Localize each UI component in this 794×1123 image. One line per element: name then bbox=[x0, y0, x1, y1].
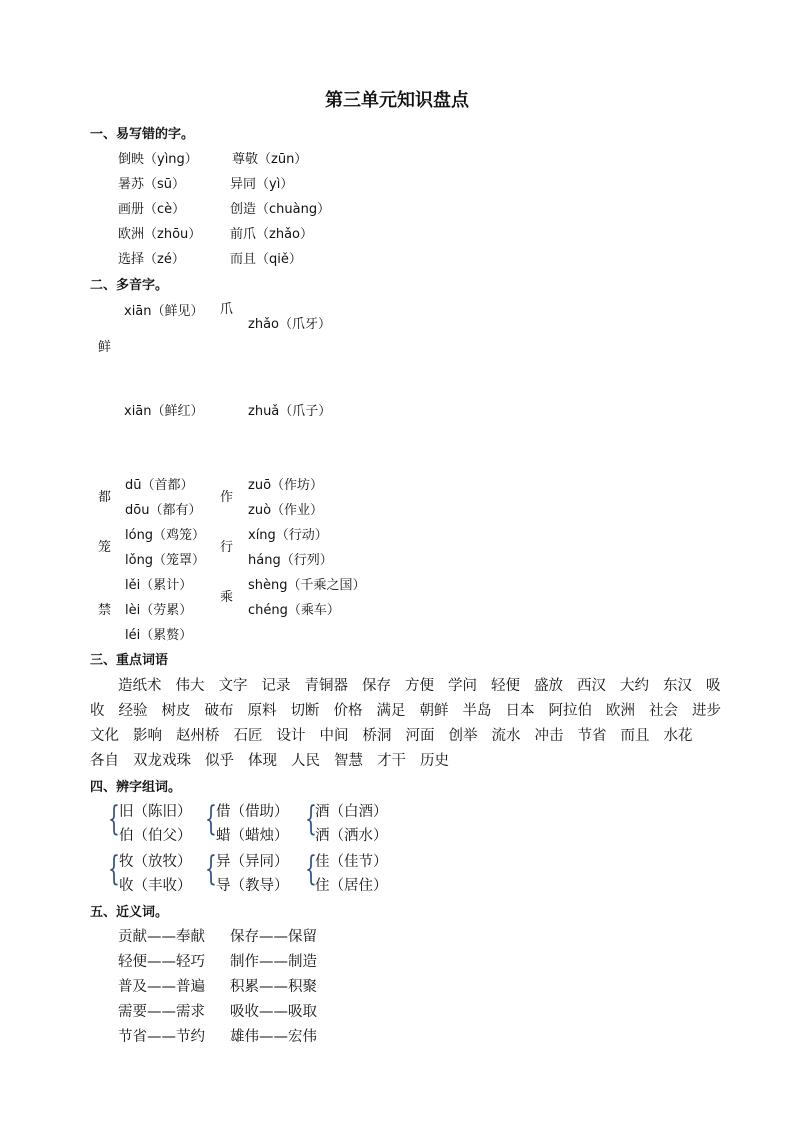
vocab-line bbox=[118, 674, 738, 695]
vocab-word: 朝鲜 bbox=[419, 703, 449, 719]
compare-char: 洒（洒水） bbox=[315, 828, 388, 844]
vocab-line bbox=[90, 749, 710, 770]
vocab-word: 大约 bbox=[620, 678, 649, 694]
vocab-word: 桥洞 bbox=[362, 728, 392, 744]
vocab-line bbox=[90, 724, 710, 745]
easy-wrong-char: 前爪（zhǎo） bbox=[230, 227, 313, 242]
polyphone-reading: léi（累赘） bbox=[125, 628, 193, 643]
vocab-word: 欧洲 bbox=[606, 703, 635, 719]
vocab-word: 节省 bbox=[577, 728, 607, 744]
synonym-pair: 保存——保留 bbox=[230, 929, 317, 945]
polyphone-char: 鲜 bbox=[98, 340, 112, 355]
polyphone-reading: xiān（鲜见） bbox=[124, 304, 204, 319]
brace-icon: { bbox=[305, 849, 317, 889]
polyphone-reading: xíng（行动） bbox=[248, 528, 328, 543]
vocab-word: 设计 bbox=[276, 728, 306, 744]
compare-char: 牧（放牧） bbox=[119, 854, 192, 870]
vocab-word: 河面 bbox=[405, 728, 435, 744]
vocab-word: 吸 bbox=[706, 678, 721, 694]
compare-char: 异（异同） bbox=[216, 854, 289, 870]
polyphone-reading: lèi（劳累） bbox=[125, 603, 193, 618]
brace-icon: { bbox=[108, 799, 120, 839]
polyphone-reading: dū（首都） bbox=[125, 478, 194, 493]
compare-char: 酒（白酒） bbox=[315, 804, 388, 820]
section-1-heading: 一、易写错的字。 bbox=[90, 127, 195, 142]
vocab-word: 体现 bbox=[248, 753, 277, 769]
synonym-pair: 普及——普遍 bbox=[118, 979, 205, 995]
vocab-word: 盛放 bbox=[534, 678, 563, 694]
vocab-line bbox=[90, 699, 721, 720]
vocab-word: 破布 bbox=[204, 703, 234, 719]
easy-wrong-char: 选择（zé） bbox=[118, 252, 185, 267]
compare-char: 导（教导） bbox=[216, 878, 289, 894]
polyphone-reading: lǒng（笼罩） bbox=[125, 553, 206, 568]
compare-char: 佳（佳节） bbox=[315, 854, 388, 870]
polyphone-char: 笼 bbox=[98, 540, 112, 555]
easy-wrong-char: 倒映（yìng） bbox=[118, 152, 198, 167]
polyphone-reading: zhǎo（爪牙） bbox=[248, 317, 331, 332]
polyphone-char: 都 bbox=[98, 490, 112, 505]
easy-wrong-char: 欧洲（zhōu） bbox=[118, 227, 202, 242]
brace-icon: { bbox=[305, 799, 317, 839]
polyphone-reading: xiān（鲜红） bbox=[124, 404, 204, 419]
easy-wrong-char: 创造（chuàng） bbox=[230, 202, 331, 217]
vocab-word: 创举 bbox=[448, 728, 478, 744]
vocab-word: 保存 bbox=[362, 678, 391, 694]
vocab-word: 轻便 bbox=[491, 678, 520, 694]
synonym-pair: 节省——节约 bbox=[118, 1029, 205, 1045]
vocab-word: 造纸术 bbox=[118, 678, 162, 694]
polyphone-char: 行 bbox=[220, 540, 234, 555]
vocab-word: 赵州桥 bbox=[176, 728, 220, 744]
brace-icon: { bbox=[205, 799, 217, 839]
vocab-word: 流水 bbox=[491, 728, 521, 744]
vocab-word: 西汉 bbox=[577, 678, 606, 694]
polyphone-reading: chéng（乘车） bbox=[248, 603, 340, 618]
vocab-word: 树皮 bbox=[161, 703, 191, 719]
easy-wrong-char: 画册（cè） bbox=[118, 202, 186, 217]
compare-char: 收（丰收） bbox=[119, 878, 192, 894]
vocab-word: 影响 bbox=[133, 728, 162, 744]
compare-char: 伯（伯父） bbox=[119, 828, 192, 844]
brace-icon: { bbox=[108, 849, 120, 889]
polyphone-char: 爪 bbox=[220, 302, 234, 317]
synonym-pair: 需要——需求 bbox=[118, 1004, 205, 1020]
vocab-word: 经验 bbox=[118, 703, 148, 719]
easy-wrong-char: 尊敬（zūn） bbox=[232, 152, 308, 167]
section-5-heading: 五、近义词。 bbox=[90, 905, 169, 920]
polyphone-reading: zuō（作坊） bbox=[248, 478, 324, 493]
easy-wrong-char: 而且（qiě） bbox=[230, 252, 302, 267]
vocab-word: 中间 bbox=[319, 728, 349, 744]
vocab-word: 价格 bbox=[333, 703, 363, 719]
vocab-word: 满足 bbox=[376, 703, 406, 719]
polyphone-char: 乘 bbox=[220, 590, 234, 605]
polyphone-reading: dōu（都有） bbox=[125, 503, 202, 518]
compare-char: 借（借助） bbox=[216, 804, 289, 820]
vocab-word: 人民 bbox=[291, 753, 320, 769]
compare-char: 住（居住） bbox=[315, 878, 388, 894]
vocab-word: 原料 bbox=[247, 703, 277, 719]
vocab-word: 历史 bbox=[420, 753, 449, 769]
vocab-word: 进步 bbox=[692, 703, 721, 719]
polyphone-char: 禁 bbox=[98, 603, 112, 618]
synonym-pair: 吸收——吸取 bbox=[230, 1004, 317, 1020]
vocab-word: 日本 bbox=[505, 703, 535, 719]
section-3-heading: 三、重点词语 bbox=[90, 653, 169, 668]
vocab-word: 各自 bbox=[90, 753, 119, 769]
synonym-pair: 制作——制造 bbox=[230, 954, 317, 970]
vocab-word: 社会 bbox=[649, 703, 678, 719]
section-2-heading: 二、多音字。 bbox=[90, 278, 169, 293]
vocab-word: 文化 bbox=[90, 728, 119, 744]
vocab-word: 收 bbox=[90, 703, 105, 719]
vocab-word: 青铜器 bbox=[304, 678, 348, 694]
polyphone-reading: zuò（作业） bbox=[248, 503, 324, 518]
vocab-word: 东汉 bbox=[663, 678, 692, 694]
polyphone-reading: háng（行列） bbox=[248, 553, 333, 568]
polyphone-reading: lóng（鸡笼） bbox=[125, 528, 206, 543]
polyphone-reading: shèng（千乘之国） bbox=[248, 578, 366, 593]
polyphone-reading: lěi（累计） bbox=[125, 578, 193, 593]
vocab-word: 记录 bbox=[261, 678, 291, 694]
vocab-word: 智慧 bbox=[334, 753, 363, 769]
polyphone-reading: zhuǎ（爪子） bbox=[248, 404, 332, 419]
brace-icon: { bbox=[205, 849, 217, 889]
vocab-word: 水花 bbox=[663, 728, 693, 744]
vocab-word: 冲击 bbox=[534, 728, 564, 744]
synonym-pair: 积累——积聚 bbox=[230, 979, 317, 995]
vocab-word: 双龙戏珠 bbox=[133, 753, 191, 769]
page-title: 第三单元知识盘点 bbox=[325, 90, 469, 111]
vocab-word: 文字 bbox=[218, 678, 248, 694]
section-4-heading: 四、辨字组词。 bbox=[90, 780, 182, 795]
vocab-word: 伟大 bbox=[175, 678, 205, 694]
vocab-word: 似乎 bbox=[205, 753, 234, 769]
easy-wrong-char: 异同（yì） bbox=[230, 177, 294, 192]
vocab-word: 方便 bbox=[405, 678, 434, 694]
vocab-word: 阿拉伯 bbox=[548, 703, 592, 719]
synonym-pair: 贡献——奉献 bbox=[118, 929, 205, 945]
vocab-word: 才干 bbox=[377, 753, 406, 769]
synonym-pair: 轻便——轻巧 bbox=[118, 954, 205, 970]
synonym-pair: 雄伟——宏伟 bbox=[230, 1029, 317, 1045]
vocab-word: 而且 bbox=[620, 728, 650, 744]
vocab-word: 学问 bbox=[448, 678, 477, 694]
vocab-word: 切断 bbox=[290, 703, 320, 719]
polyphone-char: 作 bbox=[220, 490, 234, 505]
compare-char: 蜡（蜡烛） bbox=[216, 828, 289, 844]
easy-wrong-char: 暑苏（sū） bbox=[118, 177, 186, 192]
vocab-word: 半岛 bbox=[462, 703, 492, 719]
vocab-word: 石匠 bbox=[233, 728, 263, 744]
compare-char: 旧（陈旧） bbox=[119, 804, 192, 820]
